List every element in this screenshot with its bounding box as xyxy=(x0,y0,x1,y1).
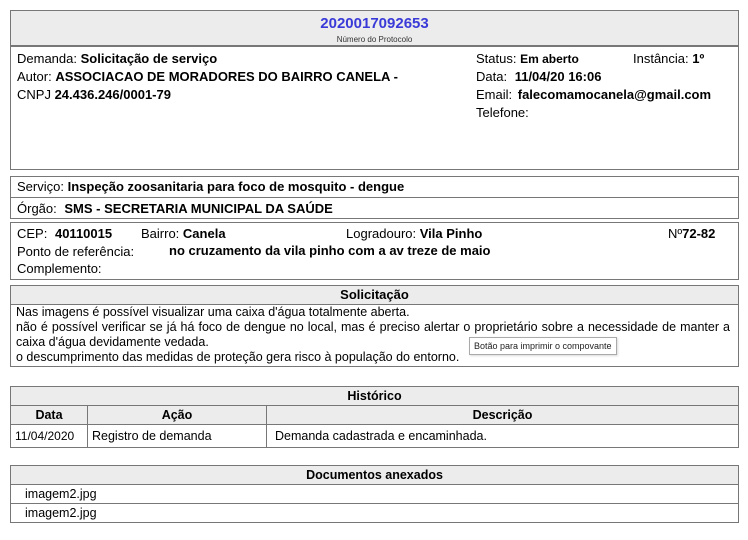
protocol-header xyxy=(10,10,739,46)
organ-label: Órgão: xyxy=(17,201,57,216)
email-label: Email: xyxy=(476,87,513,102)
divider xyxy=(11,197,738,198)
history-header-description: Descrição xyxy=(267,406,739,425)
history-title: Histórico xyxy=(11,387,739,406)
document-link[interactable]: imagem2.jpg xyxy=(11,485,739,504)
request-text xyxy=(16,305,730,365)
documents-title: Documentos anexados xyxy=(11,466,739,485)
street-label: Logradouro: xyxy=(346,226,417,241)
email-value: falecomamocanela@gmail.com xyxy=(517,87,712,102)
author-label: Autor: xyxy=(17,69,52,84)
document-link[interactable]: imagem2.jpg xyxy=(11,504,739,523)
instance-row xyxy=(633,51,704,66)
protocol-number: 2020017092653 xyxy=(320,15,429,32)
organ-row xyxy=(17,201,333,216)
status-row xyxy=(476,51,579,66)
complement-label: Complemento: xyxy=(17,261,102,276)
street-value: Vila Pinho xyxy=(419,226,483,241)
status-value: Em aberto xyxy=(520,52,579,66)
number-row xyxy=(668,226,715,241)
organ-value: SMS - SECRETARIA MUNICIPAL DA SAÚDE xyxy=(64,201,333,216)
phone-row xyxy=(476,105,529,120)
history-cell-date: 11/04/2020 xyxy=(11,425,88,448)
cnpj-row xyxy=(17,87,171,102)
service-panel xyxy=(10,176,739,219)
number-label: Nº xyxy=(668,226,683,241)
cep-value: 40110015 xyxy=(54,226,113,241)
phone-label: Telefone: xyxy=(476,105,529,120)
protocol-caption: Número do Protocolo xyxy=(336,35,413,44)
history-header-date: Data xyxy=(11,406,88,425)
history-table xyxy=(10,386,739,448)
request-line: não é possível verificar se já há foco de dengue no local, mas é preciso alertar o proprietário sobre a necessidade de manter a caixa d'água devidamente vedada. xyxy=(16,320,730,349)
request-title: Solicitação xyxy=(11,286,738,305)
documents-table xyxy=(10,465,739,523)
service-row xyxy=(17,179,404,194)
address-panel xyxy=(10,222,739,280)
number-value: 72-82 xyxy=(682,226,716,241)
demand-panel xyxy=(10,46,739,170)
list-item[interactable] xyxy=(11,504,739,523)
request-line: o descumprimento das medidas de proteção gera risco à população do entorno. xyxy=(16,350,460,364)
demand-value: Solicitação de serviço xyxy=(80,51,218,66)
history-header-action: Ação xyxy=(88,406,267,425)
author-row xyxy=(17,69,398,84)
cep-label: CEP: xyxy=(17,226,48,241)
street-row xyxy=(346,226,482,241)
service-label: Serviço: xyxy=(17,179,64,194)
list-item[interactable] xyxy=(11,485,739,504)
service-value: Inspeção zoosanitaria para foco de mosquito - dengue xyxy=(67,179,405,194)
history-cell-description: Demanda cadastrada e encaminhada. xyxy=(267,425,739,448)
table-row xyxy=(11,425,739,448)
date-value: 11/04/20 16:06 xyxy=(514,69,602,84)
cep-row xyxy=(17,226,112,241)
author-value: ASSOCIACAO DE MORADORES DO BAIRRO CANELA - xyxy=(55,69,398,84)
history-cell-action: Registro de demanda xyxy=(88,425,267,448)
print-button-tooltip: Botão para imprimir o compovante xyxy=(469,337,617,355)
instance-label: Instância: xyxy=(633,51,689,66)
demand-row xyxy=(17,51,217,66)
neighborhood-row xyxy=(141,226,226,241)
date-label: Data: xyxy=(476,69,508,84)
demand-label: Demanda: xyxy=(17,51,77,66)
cnpj-label: CNPJ xyxy=(17,87,51,102)
date-row xyxy=(476,69,601,84)
email-row xyxy=(476,87,711,102)
cnpj-value: 24.436.246/0001-79 xyxy=(54,87,171,102)
reference-value: no cruzamento da vila pinho com a av treze de maio xyxy=(169,243,491,258)
request-panel xyxy=(10,285,739,367)
instance-value: 1º xyxy=(692,51,705,66)
reference-label: Ponto de referência: xyxy=(17,244,135,259)
neighborhood-label: Bairro: xyxy=(141,226,180,241)
status-label: Status: xyxy=(476,51,517,66)
neighborhood-value: Canela xyxy=(182,226,226,241)
request-line: Nas imagens é possível visualizar uma caixa d'água totalmente aberta. xyxy=(16,305,410,319)
